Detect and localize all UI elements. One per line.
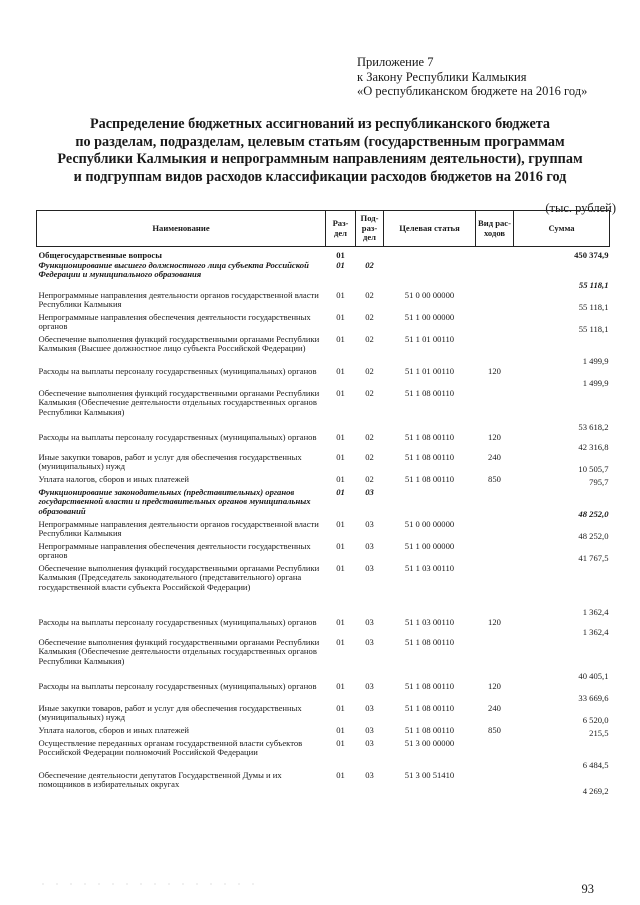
row-section: 01 bbox=[336, 334, 345, 344]
row-name: Иные закупки товаров, работ и услуг для обеспечения государственных (муниципальных) нужд bbox=[38, 452, 302, 471]
row-target: 51 1 08 00110 bbox=[404, 474, 455, 484]
table-row bbox=[37, 247, 610, 261]
row-section: 01 bbox=[336, 703, 345, 713]
row-section: 01 bbox=[336, 770, 345, 780]
row-name: Общегосударственные вопросы bbox=[38, 250, 162, 260]
row-target bbox=[384, 247, 476, 261]
title-line-3: Республики Калмыкия и непрограммным направлениям деятельности), группам bbox=[57, 151, 583, 167]
row-sum: 53 618,2 bbox=[578, 422, 609, 432]
table-row bbox=[37, 261, 610, 291]
row-target: 51 1 00 00000 bbox=[404, 312, 455, 322]
row-kind bbox=[476, 261, 514, 291]
row-sum: 41 767,5 bbox=[578, 553, 609, 563]
budget-table bbox=[36, 210, 610, 797]
row-subsection: 03 bbox=[365, 681, 374, 691]
row-kind: 240 bbox=[488, 452, 501, 462]
header-subsection: Под-раз-дел bbox=[356, 211, 384, 247]
table-row bbox=[37, 389, 610, 433]
row-sum: 33 669,6 bbox=[578, 693, 609, 703]
row-kind bbox=[476, 247, 514, 261]
row-target: 51 1 08 00110 bbox=[404, 452, 455, 462]
row-subsection: 02 bbox=[365, 312, 374, 322]
table-row bbox=[37, 638, 610, 682]
row-target: 51 1 08 00110 bbox=[404, 432, 455, 442]
row-target: 51 1 08 00110 bbox=[404, 681, 455, 691]
row-sum: 215,5 bbox=[589, 728, 609, 738]
header-section: Раз-дел bbox=[326, 211, 356, 247]
row-sum: 40 405,1 bbox=[578, 671, 609, 681]
row-kind bbox=[476, 520, 514, 542]
row-sum: 1 362,4 bbox=[582, 627, 609, 637]
row-section: 01 bbox=[336, 487, 345, 497]
row-name: Уплата налогов, сборов и иных платежей bbox=[38, 725, 190, 735]
row-sum: 48 252,0 bbox=[578, 509, 609, 519]
header-target: Целевая статья bbox=[384, 211, 476, 247]
row-kind: 240 bbox=[488, 703, 501, 713]
row-kind bbox=[476, 335, 514, 367]
row-name: Непрограммные направления обеспечения деятельности государственных органов bbox=[38, 541, 311, 560]
row-kind bbox=[476, 389, 514, 433]
row-name: Непрограммные направления деятельности органов государственной власти Республики Калмыкия bbox=[38, 290, 319, 309]
table-row bbox=[37, 726, 610, 739]
table-row bbox=[37, 542, 610, 564]
row-target bbox=[384, 261, 476, 291]
table-row bbox=[37, 291, 610, 313]
row-subsection: 02 bbox=[365, 260, 374, 270]
row-target: 51 1 08 00110 bbox=[404, 725, 455, 735]
row-name: Непрограммные направления обеспечения деятельности государственных органов bbox=[38, 312, 311, 331]
row-name: Осуществление переданных органам государственной власти субъектов Российской Федерации полномочий Российской Федерации bbox=[38, 738, 303, 757]
row-sum: 450 374,9 bbox=[574, 250, 609, 260]
table-row bbox=[37, 433, 610, 453]
row-sum: 42 316,8 bbox=[578, 442, 609, 452]
row-name: Функционирование законодательных (представительных) органов государственной власти и представительных органов муниципальных образований bbox=[38, 487, 311, 516]
row-target bbox=[384, 488, 476, 520]
row-section: 01 bbox=[336, 366, 345, 376]
row-section: 01 bbox=[336, 250, 345, 260]
row-name: Расходы на выплаты персоналу государственных (муниципальных) органов bbox=[38, 432, 317, 442]
row-target: 51 1 03 00110 bbox=[404, 563, 455, 573]
row-name: Иные закупки товаров, работ и услуг для обеспечения государственных (муниципальных) нужд bbox=[38, 703, 302, 722]
row-name: Расходы на выплаты персоналу государственных (муниципальных) органов bbox=[38, 617, 317, 627]
table-row bbox=[37, 564, 610, 618]
table-row bbox=[37, 682, 610, 704]
row-section: 01 bbox=[336, 725, 345, 735]
row-name: Функционирование высшего должностного лица субъекта Российской Федерации и муниципального образования bbox=[38, 260, 309, 279]
row-section: 01 bbox=[336, 681, 345, 691]
row-section: 01 bbox=[336, 541, 345, 551]
row-section: 01 bbox=[336, 474, 345, 484]
row-kind bbox=[476, 488, 514, 520]
table-row bbox=[37, 335, 610, 367]
row-subsection: 03 bbox=[365, 637, 374, 647]
title-line-4: и подгруппам видов расходов классификации расходов бюджетов на 2016 год bbox=[73, 168, 567, 185]
row-kind: 120 bbox=[488, 681, 501, 691]
row-subsection: 03 bbox=[365, 738, 374, 748]
row-name: Обеспечение выполнения функций государственными органами Республики Калмыкия (Председатель законодательного (представительного) органа государственной власти субъекта Российской Федерации) bbox=[38, 563, 320, 592]
row-subsection: 02 bbox=[365, 290, 374, 300]
row-section: 01 bbox=[336, 738, 345, 748]
row-name: Обеспечение выполнения функций государственными органами Республики Калмыкия (Обеспечение деятельности отдельных государственных органов Республики Калмыкия) bbox=[38, 388, 320, 417]
table-row bbox=[37, 520, 610, 542]
scan-artifact-dots bbox=[36, 883, 266, 885]
row-subsection: 03 bbox=[365, 487, 374, 497]
table-header-row bbox=[37, 211, 610, 247]
row-name: Обеспечение выполнения функций государственными органами Республики Калмыкия (Высшее должностное лицо субъекта Российской Федерации) bbox=[38, 334, 320, 353]
row-subsection: 02 bbox=[365, 432, 374, 442]
row-sum: 55 118,1 bbox=[578, 324, 609, 334]
appendix-line-3: «О республиканском бюджете на 2016 год» bbox=[357, 84, 588, 98]
row-subsection: 03 bbox=[365, 703, 374, 713]
row-kind: 850 bbox=[488, 725, 501, 735]
document-title bbox=[30, 116, 610, 186]
row-sum: 1 499,9 bbox=[582, 356, 609, 366]
row-target: 51 3 00 00000 bbox=[404, 738, 455, 748]
row-target: 51 1 00 00000 bbox=[404, 541, 455, 551]
row-kind: 850 bbox=[488, 474, 501, 484]
appendix-line-1: Приложение 7 bbox=[357, 55, 434, 69]
row-section: 01 bbox=[336, 637, 345, 647]
row-target: 51 1 01 00110 bbox=[404, 334, 455, 344]
row-section: 01 bbox=[336, 563, 345, 573]
row-target: 51 1 01 00110 bbox=[404, 366, 455, 376]
table-row bbox=[37, 704, 610, 726]
row-subsection: 03 bbox=[365, 563, 374, 573]
row-target: 51 1 03 00110 bbox=[404, 617, 455, 627]
row-subsection: 02 bbox=[365, 452, 374, 462]
title-line-2: по разделам, подразделам, целевым статьям (государственным программам bbox=[75, 133, 565, 150]
row-subsection: 02 bbox=[365, 366, 374, 376]
row-section: 01 bbox=[336, 452, 345, 462]
row-section: 01 bbox=[336, 617, 345, 627]
table-body bbox=[37, 247, 610, 797]
table-row bbox=[37, 367, 610, 389]
row-sum: 55 118,1 bbox=[578, 280, 609, 290]
row-section: 01 bbox=[336, 290, 345, 300]
row-kind bbox=[476, 564, 514, 618]
row-section: 01 bbox=[336, 388, 345, 398]
row-subsection: 03 bbox=[365, 519, 374, 529]
page-number: 93 bbox=[581, 882, 594, 896]
row-target: 51 0 00 00000 bbox=[404, 290, 455, 300]
row-subsection: 03 bbox=[365, 725, 374, 735]
row-kind: 120 bbox=[488, 432, 501, 442]
header-sum: Сумма bbox=[514, 211, 610, 247]
row-subsection: 03 bbox=[365, 617, 374, 627]
row-sum: 1 362,4 bbox=[582, 607, 609, 617]
budget-table-wrapper bbox=[36, 210, 609, 797]
row-section: 01 bbox=[336, 312, 345, 322]
row-subsection: 03 bbox=[365, 541, 374, 551]
row-section: 01 bbox=[336, 519, 345, 529]
title-line-1: Распределение бюджетных ассигнований из республиканского бюджета bbox=[89, 116, 551, 132]
row-subsection: 03 bbox=[365, 770, 374, 780]
row-kind bbox=[476, 638, 514, 682]
row-kind: 120 bbox=[488, 617, 501, 627]
units-label: (тыс. рублей) bbox=[545, 201, 616, 215]
row-subsection: 02 bbox=[365, 474, 374, 484]
table-row bbox=[37, 475, 610, 488]
row-name: Расходы на выплаты персоналу государственных (муниципальных) органов bbox=[38, 681, 317, 691]
row-target: 51 3 00 51410 bbox=[404, 770, 455, 780]
row-subsection: 02 bbox=[365, 388, 374, 398]
table-row bbox=[37, 739, 610, 771]
row-section: 01 bbox=[336, 432, 345, 442]
row-sum: 795,7 bbox=[589, 477, 609, 487]
row-kind bbox=[476, 542, 514, 564]
header-name: Наименование bbox=[37, 211, 326, 247]
row-name: Обеспечение деятельности депутатов Государственной Думы и их помощников в избирательных округах bbox=[38, 770, 282, 789]
row-sum: 1 499,9 bbox=[582, 378, 609, 388]
row-subsection: 02 bbox=[365, 334, 374, 344]
row-kind bbox=[476, 739, 514, 771]
row-target: 51 0 00 00000 bbox=[404, 519, 455, 529]
table-row bbox=[37, 313, 610, 335]
row-name: Расходы на выплаты персоналу государственных (муниципальных) органов bbox=[38, 366, 317, 376]
row-section: 01 bbox=[336, 260, 345, 270]
row-sum: 6 484,5 bbox=[582, 760, 609, 770]
row-sum: 6 520,0 bbox=[582, 715, 609, 725]
appendix-note bbox=[357, 55, 627, 99]
table-row bbox=[37, 771, 610, 797]
header-kind: Вид рас-ходов bbox=[476, 211, 514, 247]
table-row bbox=[37, 453, 610, 475]
row-sum: 55 118,1 bbox=[578, 302, 609, 312]
table-row bbox=[37, 618, 610, 638]
row-target: 51 1 08 00110 bbox=[404, 637, 455, 647]
row-name: Обеспечение выполнения функций государственными органами Республики Калмыкия (Обеспечение деятельности отдельных государственных органов Республики Калмыкия) bbox=[38, 637, 320, 666]
row-kind bbox=[476, 313, 514, 335]
row-target: 51 1 08 00110 bbox=[404, 703, 455, 713]
row-kind bbox=[476, 291, 514, 313]
row-subsection bbox=[356, 247, 384, 261]
row-sum: 48 252,0 bbox=[578, 531, 609, 541]
table-row bbox=[37, 488, 610, 520]
appendix-line-2: к Закону Республики Калмыкия bbox=[357, 69, 527, 84]
row-sum: 10 505,7 bbox=[578, 464, 609, 474]
row-sum: 4 269,2 bbox=[582, 786, 609, 796]
row-kind bbox=[476, 771, 514, 797]
row-target: 51 1 08 00110 bbox=[404, 388, 455, 398]
row-name: Уплата налогов, сборов и иных платежей bbox=[38, 474, 190, 484]
row-name: Непрограммные направления деятельности органов государственной власти Республики Калмыкия bbox=[38, 519, 319, 538]
row-kind: 120 bbox=[488, 366, 501, 376]
